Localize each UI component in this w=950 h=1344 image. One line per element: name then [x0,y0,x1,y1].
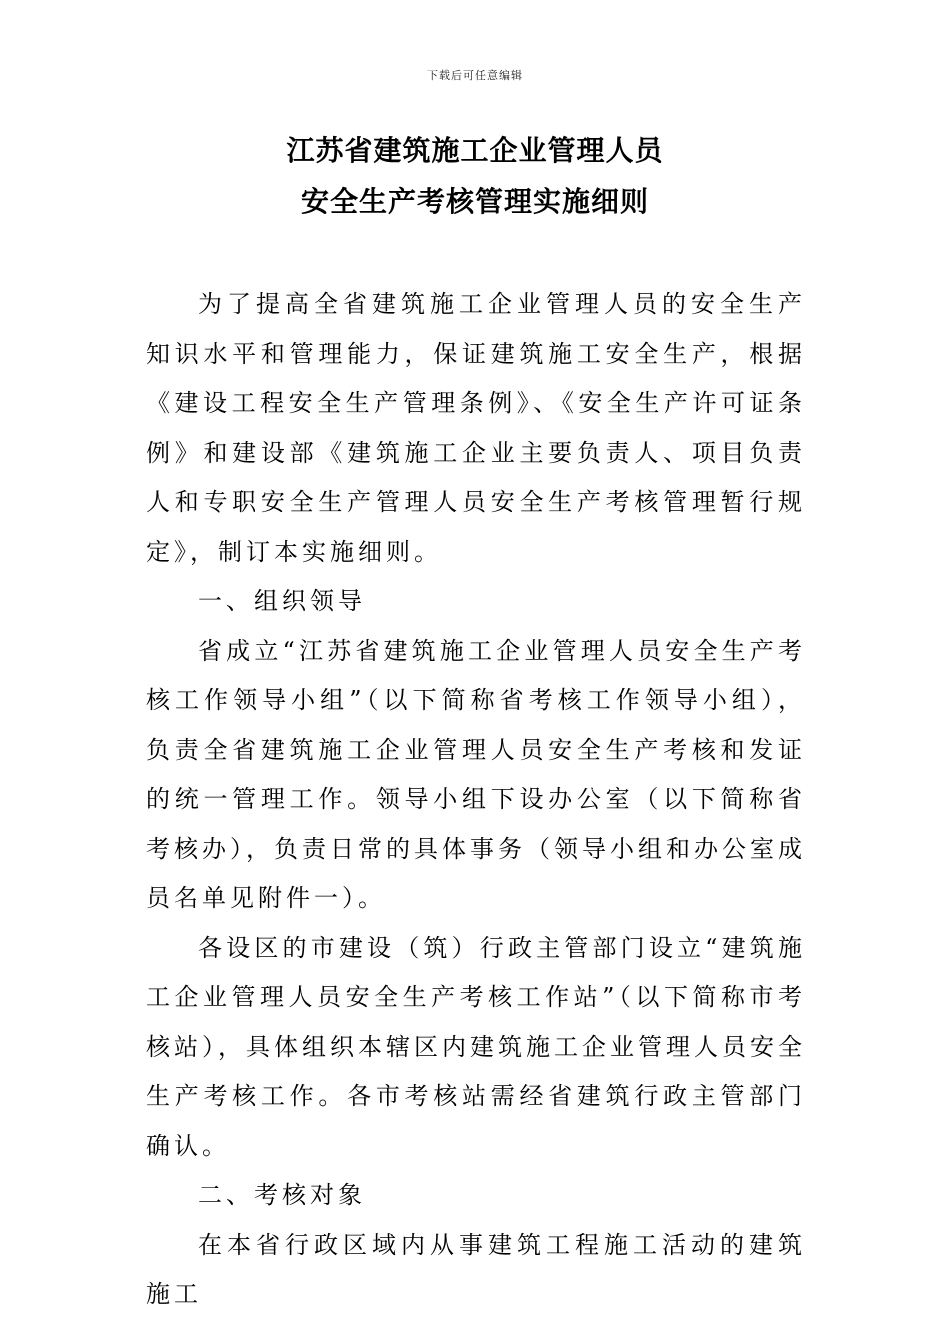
header-note: 下载后可任意编辑 [427,69,523,82]
section-heading-organization: 一、组织领导 [198,587,366,615]
document-title-line-1: 江苏省建筑施工企业管理人员 [286,134,664,167]
document-body [146,280,806,1320]
section-paragraph: 省成立“江苏省建筑施工企业管理人员安全生产考核工作领导小组”（以下简称省考核工作领导小组），负责全省建筑施工企业管理人员安全生产考核和发证的统一管理工作。领导小组下设办公室（以下简称省考核办），负责日常的具体事务（领导小组和办公室成员名单见附件一）。 [146,636,806,912]
document-title-line-2: 安全生产考核管理实施细则 [300,185,649,218]
intro-paragraph: 为了提高全省建筑施工企业管理人员的安全生产知识水平和管理能力，保证建筑施工安全生产，根据《建设工程安全生产管理条例》、《安全生产许可证条例》和建设部《建筑施工企业主要负责人、项目负责人和专职安全生产管理人员安全生产考核管理暂行规定》，制订本实施细则。 [146,290,806,566]
section-heading-assessment-targets: 二、考核对象 [198,1181,366,1209]
section-paragraph: 在本省行政区域内从事建筑工程施工活动的建筑施工 [146,1230,806,1308]
section-paragraph: 各设区的市建设（筑）行政主管部门设立“建筑施工企业管理人员安全生产考核工作站”（以下简称市考核站），具体组织本辖区内建筑施工企业管理人员安全生产考核工作。各市考核站需经省建筑行政主管部门确认。 [146,933,806,1160]
